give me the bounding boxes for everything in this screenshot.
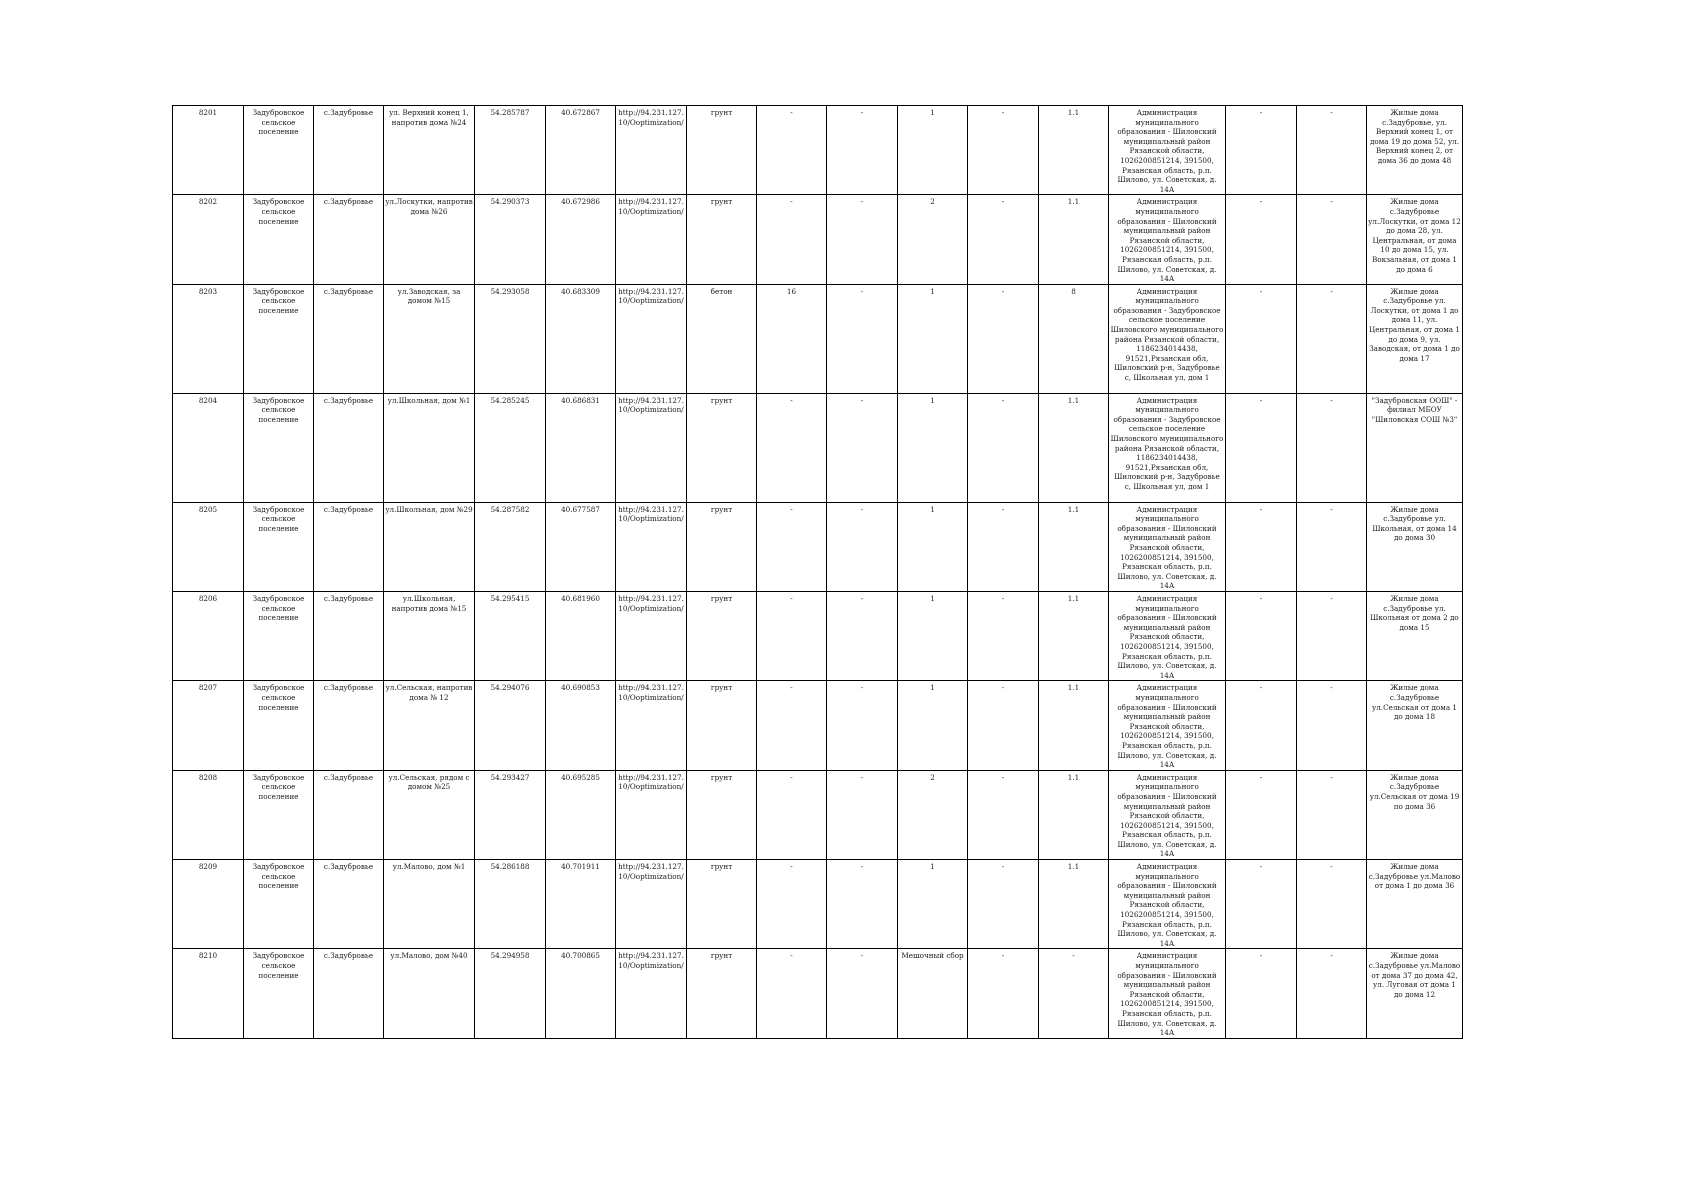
cell-area: - xyxy=(757,195,827,284)
cell-col12: - xyxy=(968,195,1039,284)
cell-col12: - xyxy=(968,106,1039,195)
cell-url: http://94.231.127.10/Ooptimization/ xyxy=(616,770,687,859)
cell-col16: - xyxy=(1297,284,1367,393)
table-row xyxy=(173,592,1463,681)
cell-address: ул.Малово, дом №40 xyxy=(384,949,475,1038)
cell-col16: - xyxy=(1297,770,1367,859)
cell-area: - xyxy=(757,592,827,681)
cell-sources: Жилые дома с.Задубровье ул.Малово от дома 37 до дома 42, ул. Луговая от дома 1 до дома 12 xyxy=(1367,949,1463,1038)
cell-col16: - xyxy=(1297,860,1367,949)
cell-containers: 2 xyxy=(898,195,968,284)
table-row xyxy=(173,284,1463,393)
table-row xyxy=(173,195,1463,284)
cell-surface: грунт xyxy=(687,860,757,949)
cell-containers: 1 xyxy=(898,393,968,502)
cell-col10: - xyxy=(827,284,898,393)
cell-address: ул. Верхний конец 1, напротив дома №24 xyxy=(384,106,475,195)
cell-volume: 1.1 xyxy=(1039,592,1109,681)
cell-id: 8205 xyxy=(173,502,244,591)
cell-col15: - xyxy=(1226,860,1297,949)
cell-latitude: 54.294076 xyxy=(475,681,546,770)
cell-id: 8202 xyxy=(173,195,244,284)
cell-id: 8207 xyxy=(173,681,244,770)
cell-owner: Администрация муниципального образования - Шиловский муниципальный район Рязанской области, 1026200851214, 391500, Рязанская область, р.п. Шилово, ул. Советская, д. 14А xyxy=(1109,106,1226,195)
cell-id: 8201 xyxy=(173,106,244,195)
cell-col12: - xyxy=(968,284,1039,393)
cell-address: ул.Сельская, напротив дома № 12 xyxy=(384,681,475,770)
cell-address: ул.Школьная, дом №1 xyxy=(384,393,475,502)
cell-col10: - xyxy=(827,770,898,859)
cell-id: 8209 xyxy=(173,860,244,949)
cell-surface: грунт xyxy=(687,195,757,284)
cell-surface: грунт xyxy=(687,770,757,859)
cell-col12: - xyxy=(968,592,1039,681)
cell-volume: 1.1 xyxy=(1039,681,1109,770)
cell-locality: с.Задубровье xyxy=(314,592,384,681)
cell-longitude: 40.672867 xyxy=(546,106,616,195)
cell-locality: с.Задубровье xyxy=(314,106,384,195)
cell-containers: Мешочный сбор xyxy=(898,949,968,1038)
cell-longitude: 40.677587 xyxy=(546,502,616,591)
cell-col16: - xyxy=(1297,195,1367,284)
cell-latitude: 54.286188 xyxy=(475,860,546,949)
cell-area: - xyxy=(757,770,827,859)
cell-locality: с.Задубровье xyxy=(314,681,384,770)
cell-volume: 1.1 xyxy=(1039,770,1109,859)
cell-col15: - xyxy=(1226,393,1297,502)
cell-sources: Жилые дома с.Задубровье ул. Лоскутки, от дома 1 до дома 11, ул. Центральная, от дома 1 до дома 9, ул. Заводская, от дома 1 до дома 17 xyxy=(1367,284,1463,393)
cell-settlement: Задубровское сельское поселение xyxy=(244,949,314,1038)
cell-volume: 8 xyxy=(1039,284,1109,393)
cell-address: ул.Заводская, за домом №15 xyxy=(384,284,475,393)
cell-id: 8210 xyxy=(173,949,244,1038)
cell-longitude: 40.701911 xyxy=(546,860,616,949)
cell-col15: - xyxy=(1226,592,1297,681)
table-row xyxy=(173,770,1463,859)
cell-settlement: Задубровское сельское поселение xyxy=(244,393,314,502)
cell-id: 8206 xyxy=(173,592,244,681)
cell-address: ул.Малово, дом №1 xyxy=(384,860,475,949)
cell-surface: грунт xyxy=(687,106,757,195)
cell-col16: - xyxy=(1297,106,1367,195)
cell-volume: 1.1 xyxy=(1039,860,1109,949)
cell-containers: 1 xyxy=(898,106,968,195)
cell-owner: Администрация муниципального образования - Шиловский муниципальный район Рязанской области, 1026200851214, 391500, Рязанская область, р.п. Шилово, ул. Советская, д. 14А xyxy=(1109,770,1226,859)
cell-containers: 1 xyxy=(898,592,968,681)
cell-latitude: 54.290373 xyxy=(475,195,546,284)
cell-settlement: Задубровское сельское поселение xyxy=(244,681,314,770)
cell-col15: - xyxy=(1226,770,1297,859)
cell-volume: - xyxy=(1039,949,1109,1038)
cell-area: - xyxy=(757,106,827,195)
cell-longitude: 40.672986 xyxy=(546,195,616,284)
cell-sources: Жилые дома с.Задубровье ул.Малово от дома 1 до дома 36 xyxy=(1367,860,1463,949)
cell-sources: Жилые дома с.Задубровье ул. Школьная, от дома 14 до дома 30 xyxy=(1367,502,1463,591)
cell-url: http://94.231.127.10/Ooptimization/ xyxy=(616,106,687,195)
cell-longitude: 40.695285 xyxy=(546,770,616,859)
cell-surface: грунт xyxy=(687,681,757,770)
cell-owner: Администрация муниципального образования - Задубровское сельское поселение Шиловского муниципального района Рязанской области, 1186234014438, 91521,Рязанская обл, Шиловский р-н, Задубровье с, Школьная ул, дом 1 xyxy=(1109,393,1226,502)
cell-latitude: 54.293427 xyxy=(475,770,546,859)
cell-locality: с.Задубровье xyxy=(314,284,384,393)
cell-containers: 1 xyxy=(898,681,968,770)
cell-col15: - xyxy=(1226,284,1297,393)
cell-url: http://94.231.127.10/Ooptimization/ xyxy=(616,393,687,502)
cell-latitude: 54.287582 xyxy=(475,502,546,591)
cell-url: http://94.231.127.10/Ooptimization/ xyxy=(616,284,687,393)
cell-surface: грунт xyxy=(687,592,757,681)
cell-col15: - xyxy=(1226,106,1297,195)
cell-settlement: Задубровское сельское поселение xyxy=(244,860,314,949)
cell-sources: Жилые дома с.Задубровье ул.Сельская от дома 19 по дома 36 xyxy=(1367,770,1463,859)
cell-col10: - xyxy=(827,393,898,502)
table-row xyxy=(173,949,1463,1038)
cell-id: 8203 xyxy=(173,284,244,393)
table-row xyxy=(173,393,1463,502)
cell-area: - xyxy=(757,949,827,1038)
cell-col16: - xyxy=(1297,949,1367,1038)
table-row xyxy=(173,502,1463,591)
cell-col12: - xyxy=(968,860,1039,949)
cell-address: ул.Сельская, рядом с домом №25 xyxy=(384,770,475,859)
cell-latitude: 54.285245 xyxy=(475,393,546,502)
cell-surface: бетон xyxy=(687,284,757,393)
cell-settlement: Задубровское сельское поселение xyxy=(244,284,314,393)
cell-owner: Администрация муниципального образования - Шиловский муниципальный район Рязанской области, 1026200851214, 391500, Рязанская область, р.п. Шилово, ул. Советская, д. 14А xyxy=(1109,195,1226,284)
cell-sources: Жилые дома с.Задубровье ул.Сельская от дома 1 до дома 18 xyxy=(1367,681,1463,770)
cell-longitude: 40.681960 xyxy=(546,592,616,681)
registry-table xyxy=(172,105,1463,1039)
cell-sources: Жилые дома с.Задубровье ул.Лоскутки, от дома 12 до дома 28, ул. Центральная, от дома 10 до дома 15, ул. Вокзальная, от дома 1 до дома 6 xyxy=(1367,195,1463,284)
table-row xyxy=(173,860,1463,949)
cell-col15: - xyxy=(1226,195,1297,284)
cell-address: ул.Лоскутки, напротив дома №26 xyxy=(384,195,475,284)
cell-volume: 1.1 xyxy=(1039,502,1109,591)
cell-containers: 1 xyxy=(898,502,968,591)
table-row xyxy=(173,106,1463,195)
cell-owner: Администрация муниципального образования - Шиловский муниципальный район Рязанской области, 1026200851214, 391500, Рязанская область, р.п. Шилово, ул. Советская, д. 14А xyxy=(1109,502,1226,591)
cell-locality: с.Задубровье xyxy=(314,770,384,859)
cell-col10: - xyxy=(827,592,898,681)
cell-sources: Жилые дома с.Задубровье ул. Школьная от дома 2 до дома 15 xyxy=(1367,592,1463,681)
cell-volume: 1.1 xyxy=(1039,106,1109,195)
cell-latitude: 54.294958 xyxy=(475,949,546,1038)
cell-owner: Администрация муниципального образования - Шиловский муниципальный район Рязанской области, 1026200851214, 391500, Рязанская область, р.п. Шилово, ул. Советская, д. 14А xyxy=(1109,681,1226,770)
cell-latitude: 54.295415 xyxy=(475,592,546,681)
cell-col15: - xyxy=(1226,502,1297,591)
cell-locality: с.Задубровье xyxy=(314,393,384,502)
cell-area: - xyxy=(757,502,827,591)
cell-area: 16 xyxy=(757,284,827,393)
cell-col15: - xyxy=(1226,949,1297,1038)
cell-col12: - xyxy=(968,681,1039,770)
cell-settlement: Задубровское сельское поселение xyxy=(244,770,314,859)
cell-col12: - xyxy=(968,949,1039,1038)
cell-settlement: Задубровское сельское поселение xyxy=(244,106,314,195)
table-body xyxy=(173,106,1463,1039)
cell-url: http://94.231.127.10/Ooptimization/ xyxy=(616,195,687,284)
cell-settlement: Задубровское сельское поселение xyxy=(244,195,314,284)
cell-longitude: 40.686831 xyxy=(546,393,616,502)
cell-col16: - xyxy=(1297,681,1367,770)
cell-longitude: 40.700865 xyxy=(546,949,616,1038)
cell-settlement: Задубровское сельское поселение xyxy=(244,502,314,591)
cell-col12: - xyxy=(968,502,1039,591)
cell-locality: с.Задубровье xyxy=(314,949,384,1038)
cell-latitude: 54.285787 xyxy=(475,106,546,195)
cell-area: - xyxy=(757,860,827,949)
cell-owner: Администрация муниципального образования - Шиловский муниципальный район Рязанской области, 1026200851214, 391500, Рязанская область, р.п. Шилово, ул. Советская, д. 14А xyxy=(1109,949,1226,1038)
cell-containers: 1 xyxy=(898,860,968,949)
cell-url: http://94.231.127.10/Ooptimization/ xyxy=(616,681,687,770)
cell-address: ул.Школьная, дом №29 xyxy=(384,502,475,591)
cell-longitude: 40.690853 xyxy=(546,681,616,770)
cell-url: http://94.231.127.10/Ooptimization/ xyxy=(616,502,687,591)
cell-sources: Жилые дома с.Задубровье, ул. Верхний конец 1, от дома 19 до дома 52, ул. Верхний конец 2, от дома 36 до дома 48 xyxy=(1367,106,1463,195)
cell-col10: - xyxy=(827,502,898,591)
cell-col12: - xyxy=(968,770,1039,859)
cell-locality: с.Задубровье xyxy=(314,195,384,284)
cell-col10: - xyxy=(827,681,898,770)
cell-surface: грунт xyxy=(687,502,757,591)
cell-longitude: 40.683309 xyxy=(546,284,616,393)
cell-volume: 1.1 xyxy=(1039,393,1109,502)
cell-area: - xyxy=(757,681,827,770)
cell-address: ул.Школьная, напротив дома №15 xyxy=(384,592,475,681)
cell-locality: с.Задубровье xyxy=(314,860,384,949)
cell-area: - xyxy=(757,393,827,502)
cell-sources: "Задубровская ООШ" - филиал МБОУ "Шиловская СОШ №3" xyxy=(1367,393,1463,502)
cell-col10: - xyxy=(827,860,898,949)
cell-latitude: 54.293058 xyxy=(475,284,546,393)
cell-col10: - xyxy=(827,949,898,1038)
cell-url: http://94.231.127.10/Ooptimization/ xyxy=(616,592,687,681)
cell-id: 8208 xyxy=(173,770,244,859)
cell-url: http://94.231.127.10/Ooptimization/ xyxy=(616,949,687,1038)
cell-volume: 1.1 xyxy=(1039,195,1109,284)
cell-col16: - xyxy=(1297,502,1367,591)
cell-settlement: Задубровское сельское поселение xyxy=(244,592,314,681)
cell-owner: Администрация муниципального образования - Шиловский муниципальный район Рязанской области, 1026200851214, 391500, Рязанская область, р.п. Шилово, ул. Советская, д. 14А xyxy=(1109,860,1226,949)
cell-locality: с.Задубровье xyxy=(314,502,384,591)
cell-col10: - xyxy=(827,195,898,284)
table-row xyxy=(173,681,1463,770)
cell-id: 8204 xyxy=(173,393,244,502)
cell-containers: 2 xyxy=(898,770,968,859)
cell-surface: грунт xyxy=(687,393,757,502)
cell-owner: Администрация муниципального образования - Шиловский муниципальный район Рязанской области, 1026200851214, 391500, Рязанская область, р.п. Шилово, ул. Советская, д. 14А xyxy=(1109,592,1226,681)
cell-col10: - xyxy=(827,106,898,195)
cell-owner: Администрация муниципального образования - Задубровское сельское поселение Шиловского муниципального района Рязанской области, 1186234014438, 91521,Рязанская обл, Шиловский р-н, Задубровье с, Школьная ул, дом 1 xyxy=(1109,284,1226,393)
cell-url: http://94.231.127.10/Ooptimization/ xyxy=(616,860,687,949)
cell-col16: - xyxy=(1297,592,1367,681)
cell-col15: - xyxy=(1226,681,1297,770)
cell-containers: 1 xyxy=(898,284,968,393)
cell-surface: грунт xyxy=(687,949,757,1038)
cell-col16: - xyxy=(1297,393,1367,502)
cell-col12: - xyxy=(968,393,1039,502)
